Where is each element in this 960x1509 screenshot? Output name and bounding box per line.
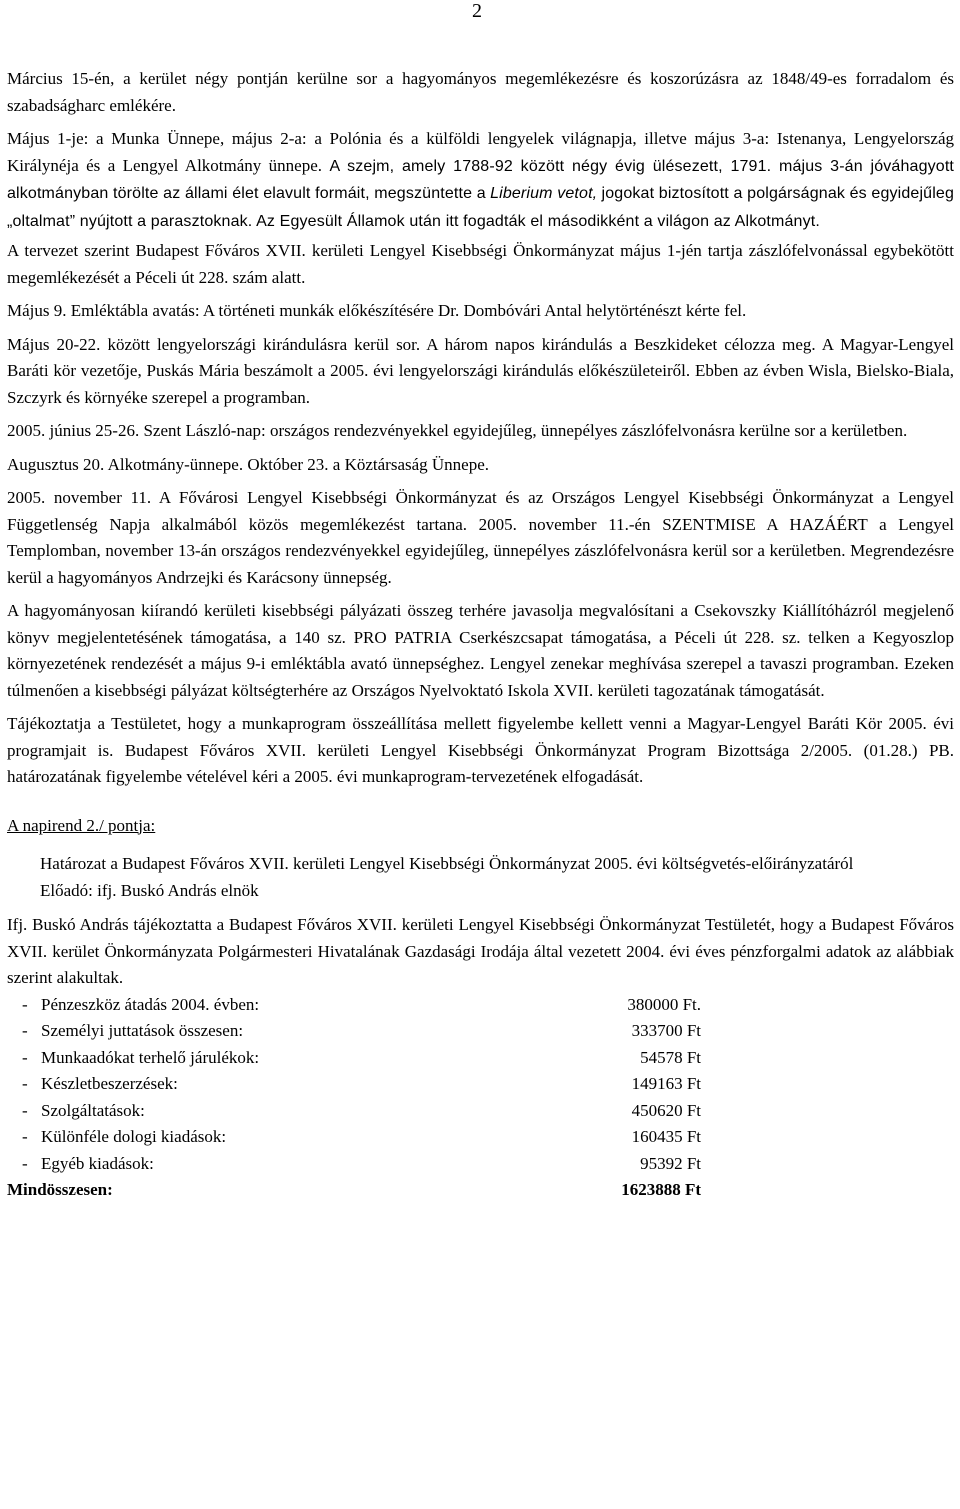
paragraph-grant: A hagyományosan kiírandó kerületi kisebbségi pályázati összeg terhére javasolja megvalósítani a Csekovszky Kiállítóházról megjelenő könyv megjelentetésének támogatása, a 140 sz. PRO PATRIA Cserkészcsapat támogatása, a Péceli út 228. sz. telken a Kegyoszlop környezetének rendezését a május 9-i emléktábla avató ünnepséghez. Lengyel zenekar meghívása szerepel a tavaszi programban. Ezeken túlmenően a kisebbségi pályázat költségterhére az Országos Nyelvoktató Iskola XVII. kerületi tagozatának támogatását. — [7, 601, 954, 700]
list-item — [7, 1018, 954, 1045]
may-holidays-text: Május 1-je: a Munka Ünnepe, május 2-a: a Polónia és a külföldi lengyelek világnapja, illetve május 3-a: Istenanya, Lengyelország Királynéja és a Lengyel Alkotmány ünnepe. — [7, 129, 954, 175]
cost-list — [7, 992, 954, 1178]
list-dash: - — [22, 1153, 28, 1173]
list-item — [7, 1151, 954, 1178]
total-label: Mindösszesen: — [7, 1180, 113, 1199]
cost-label: Szolgáltatások: — [41, 1100, 145, 1120]
paragraph-august-october: Augusztus 20. Alkotmány-ünnepe. Október 23. a Köztársaság Ünnepe. — [7, 454, 490, 474]
paragraph-march: Március 15-én, a kerület négy pontján kerülne sor a hagyományos megemlékezésre és koszorúzásra az 1848/49-es forradalom és szabadságharc emlékére. — [7, 69, 954, 115]
total-amount: 1623888 Ft — [621, 1180, 701, 1199]
report-intro: Ifj. Buskó András tájékoztatta a Budapest Főváros XVII. kerületi Lengyel Kisebbségi Önkormányzat Testületét, hogy a Budapest Főváros XVII. kerület Önkormányzata Polgármesteri Hivatalának Gazdasági Irodája által vezetett 2004. évi éves pénzforgalmi adatok az alábbiak szerint alakultak. — [7, 915, 954, 987]
resolution-block — [7, 851, 954, 904]
cost-amount: 95392 Ft — [640, 1153, 701, 1173]
paragraph-may-holidays — [7, 126, 954, 235]
cost-amount: 149163 Ft — [631, 1074, 701, 1093]
list-item — [7, 1071, 954, 1098]
list-item — [7, 992, 954, 1019]
page-number: 2 — [472, 0, 482, 22]
cost-amount: 333700 Ft — [631, 1021, 701, 1040]
paragraph-may-20: Május 20-22. között lengyelországi kirándulásra kerül sor. A három napos kirándulás a Beszkideket célozza meg. A Magyar-Lengyel Baráti kör vezetője, Puskás Mária beszámolt a 2005. évi lengyelországi kirándulás előkészületeiről. Ebben az évben Wisla, Bielsko-Biala, Szczyrk és környéke szerepel a programban. — [7, 334, 954, 407]
list-item — [7, 1098, 954, 1125]
resolution-title: Határozat a Budapest Főváros XVII. kerületi Lengyel Kisebbségi Önkormányzat 2005. évi költségvetés-előirányzatáról — [40, 854, 854, 873]
cost-amount: 160435 Ft — [631, 1127, 701, 1146]
cost-label: Pénzeszköz átadás 2004. évben: — [41, 994, 260, 1014]
total-row — [7, 1177, 954, 1204]
cost-label: Különféle dologi kiadások: — [41, 1127, 227, 1146]
paragraph-may-9: Május 9. Emléktábla avatás: A történeti munkák előkészítésére Dr. Dombóvári Antal helytörténészt kérte fel. — [7, 301, 747, 320]
cost-amount: 54578 Ft — [640, 1047, 701, 1067]
list-dash: - — [22, 1047, 28, 1067]
document-body — [7, 66, 954, 1204]
list-dash: - — [22, 1074, 28, 1093]
liberium-vetot-text: Liberium vetot, — [490, 185, 598, 202]
paragraph-may-1: A tervezet szerint Budapest Főváros XVII. kerületi Lengyel Kisebbségi Önkormányzat május 1-jén tartja zászlófelvonással egybekötött megemlékezését a Péceli út 228. szám alatt. — [7, 241, 954, 287]
cost-label: Személyi juttatások összesen: — [41, 1021, 244, 1040]
list-dash: - — [22, 994, 28, 1014]
cost-amount: 380000 Ft. — [627, 994, 701, 1014]
list-dash: - — [22, 1127, 28, 1146]
sejm-text-1: A szejm, amely 1788-92 között négy évig ülésezett, 1791. május 3-án jóváhagyott alkotmányban törölte az állami élet elavult formáit, megszüntette a — [7, 157, 955, 202]
paragraph-work-program: Tájékoztatja a Testületet, hogy a munkaprogram összeállítása mellett figyelembe kellett venni a Magyar-Lengyel Baráti Kör 2005. évi programjait is. Budapest Főváros XVII. kerületi Lengyel Kisebbségi Önkormányzat Program Bizottsága 2/2005. (01.28.) PB. határozatának figyelembe vételével kéri a 2005. évi munkaprogram-tervezetének elfogadását. — [7, 714, 954, 786]
list-item — [7, 1045, 954, 1072]
cost-label: Munkaadókat terhelő járulékok: — [41, 1047, 260, 1067]
list-dash: - — [22, 1100, 28, 1120]
sejm-text-2: jogokat biztosított a polgárságnak és egyidejűleg „oltalmat” nyújtott a parasztoknak. Az Egyesült Államok után itt fogadták el másodikként a világon az Alkotmányt. — [7, 185, 955, 230]
paragraph-november: 2005. november 11. A Fővárosi Lengyel Kisebbségi Önkormányzat és az Országos Lengyel Kisebbségi Önkormányzat a Lengyel Függetlenség Napja alkalmából közös megemlékezést tartana. 2005. november 11.-én SZENTMISE A HAZÁÉRT a Lengyel Templomban, november 13-án országos rendezvényekkel egyidejűleg, ünnepélyes zászlófelvonásra kerül sor a kerületben. Megrendezésre kerül a hagyományos Andrzejki és Karácsony ünnepség. — [7, 488, 954, 587]
cost-label: Egyéb kiadások: — [41, 1153, 154, 1173]
agenda-heading: A napirend 2./ pontja: — [7, 815, 156, 835]
cost-label: Készletbeszerzések: — [41, 1074, 178, 1093]
list-item — [7, 1124, 954, 1151]
paragraph-june-25: 2005. június 25-26. Szent László-nap: országos rendezvényekkel egyidejűleg, ünnepélyes zászlófelvonásra kerülne sor a kerületben. — [7, 421, 908, 440]
cost-amount: 450620 Ft — [631, 1100, 701, 1120]
list-dash: - — [22, 1021, 28, 1040]
presenter: Előadó: ifj. Buskó András elnök — [40, 880, 259, 900]
